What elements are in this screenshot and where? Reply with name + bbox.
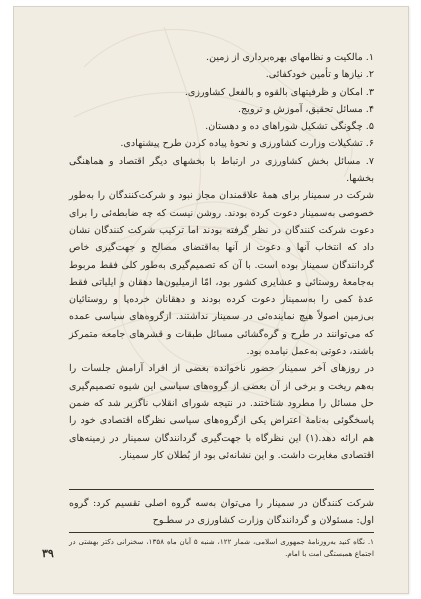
list-item: ۴. مسائل تحقیق، آموزش و ترویج. [238, 103, 374, 115]
list-item: ۶. تشکیلات وزارت کشاورزی و نحوهٔ پیاده کردن طرح پیشنهادی. [120, 138, 374, 150]
lower-paragraph: شرکت کنندگان در سمینار را می‌توان به‌سه گروه اصلی تقسیم کرد: گروه اول: مسئولان و گردانندگان وزارت کشاورزی در سطـوح [69, 498, 374, 527]
list-item: ۱. مالکیت و نظامهای بهره‌برداری از زمین. [206, 52, 374, 63]
topic-list [69, 49, 374, 187]
footnote-divider [69, 532, 374, 533]
divider [69, 489, 374, 490]
list-item: ۷. مسائل بخش کشاورزی در ارتباط با بخشهای دیگر اقتصاد و هماهنگی بخشها. [69, 155, 374, 185]
page-number: ۳۹ [42, 547, 54, 560]
book-page [13, 6, 409, 594]
list-item: ۳. امکان و ظرفیتهای بالقوه و بالفعل کشاورزی. [184, 86, 374, 98]
footnote: ۱. نگاه کنید به‌روزنامهٔ جمهوری اسلامی، شمار ۱۲۲، شنبه ۵ آبان ماه ۱۳۵۸، سخنرانی دکتر بهشتی در اجتماع همبستگی امت با امام. [69, 537, 374, 558]
main-text [69, 49, 374, 464]
list-item: ۵. چگونگی تشکیل شوراهای ده و دهستان. [205, 121, 374, 133]
body-paragraph: شرکت در سمینار برای همهٔ علاقمندان مجاز نبود و شرکت‌کنندگان را به‌طور خصوصی به‌سمینار دعوت کرده بودند. روشن نیست که چه ضابطه‌ئی را برای دعوت شرکت کنندگان در نظر گرفته بودند اما ترکیب شرکت کنندگان نشان داد که انتخاب آنها و دعوت از آنها به‌اقتضای مصالح و جهت‌گیری خاص گردانندگان سمینار بوده است. با آن که تصمیم‌گیری به‌طور کلی فقط مربوط به‌جامعهٔ روستائی و عشایری کشور بود، امّا ازمیلیون‌ها دهقان و ایلیاتی فقط عدهٔ کمی را به‌سمینار دعوت کرده بودند و دهقانان خرده‌پا و روستائیان بی‌زمین اصولاً هیچ نماینده‌ئی در سمینار نداشتند. ازگروه‌های سیاسی عمده که می‌توانند در طرح و گره‌گشائی مسائل طبقات و قشرهای جامعه متمرکز باشند، دعوتی به‌عمل نیامده بود. [69, 190, 374, 358]
body-paragraph: در روزهای آخر سمینار حضور ناخوانده بعضی از افراد آرامش جلسات را به‌هم ریخت و برخی از آن بعضی از گروه‌های سیاسی این شیوه تصمیم‌گیری حل مسائل را مطرود شناختند. در نتیجه شورای انقلاب ناگزیر شد که ضمن پاسخگوئی به‌نامهٔ اعتراض یکی ازگروه‌های سیاسی نظرگاه اقتصادی خود را هم ارائه دهد.(۱) این نظرگاه با جهت‌گیری گردانندگان سمینار در زمینه‌های اقتصادی مغایرت داشت. و این نشانه‌ئی بود از بُطلان کار سمینار. [69, 363, 374, 461]
list-item: ۲. نیازها و تأمین خودکفائی. [265, 69, 374, 81]
